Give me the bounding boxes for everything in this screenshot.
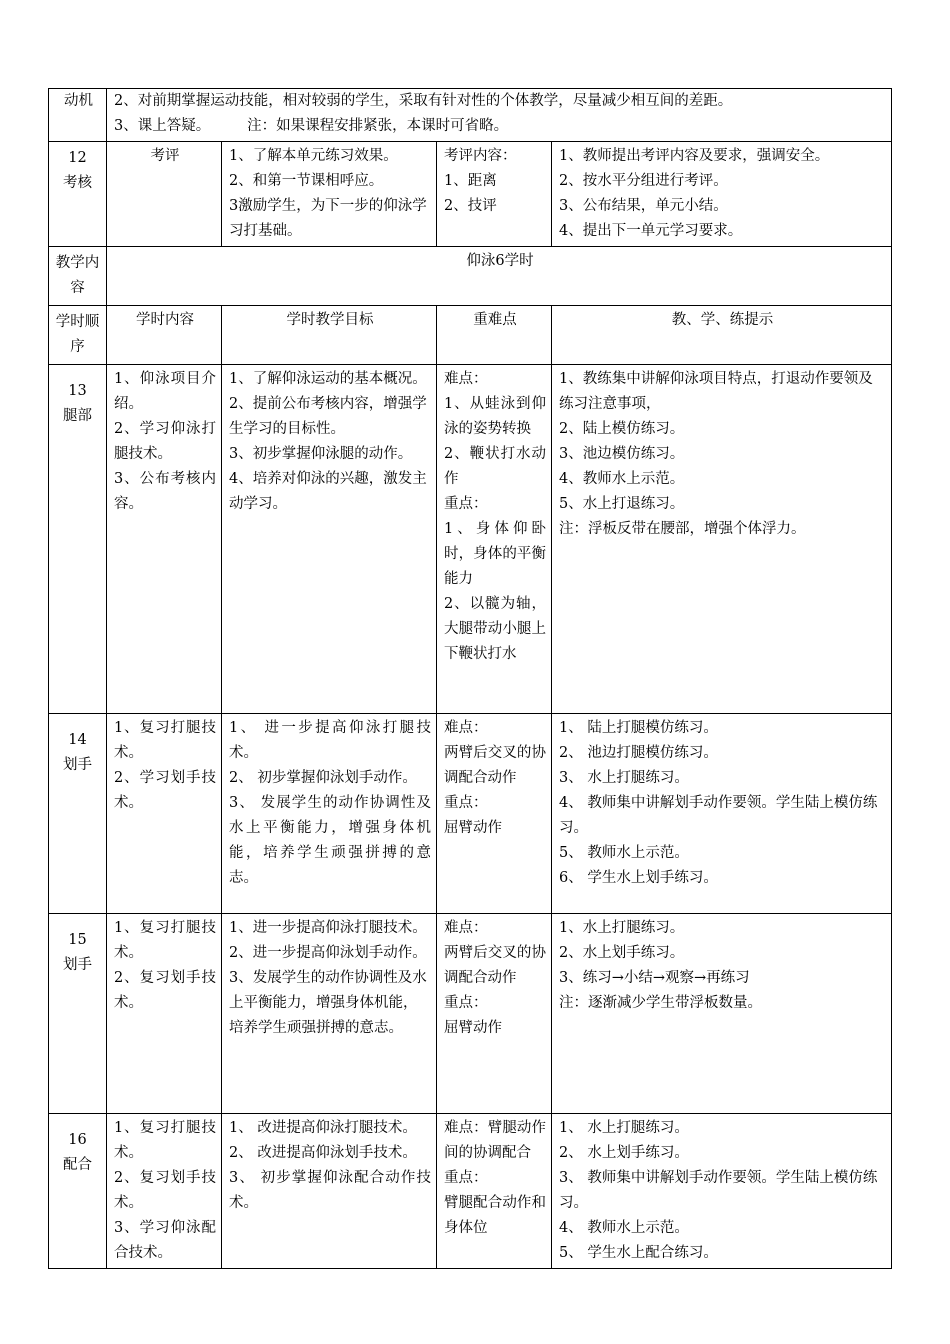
lesson-13-tips: 1、教练集中讲解仰泳项目特点，打退动作要领及练习注意事项， 2、陆上模仿练习。 3、池边模仿练习。 4、教师水上示范。 5、水上打退练习。 注：浮板反带在腰部，增强个体浮力。: [552, 365, 892, 714]
teaching-content-value: 仰泳6学时: [107, 247, 892, 306]
motive-label: 动机: [49, 89, 107, 142]
lesson-15-goals: 1、进一步提高仰泳打腿技术。 2、进一步提高仰泳划手动作。 3、发展学生的动作协调性及水上平衡能力，增强身体机能，培养学生顽强拼搏的意志。: [222, 914, 437, 1114]
table-row-lesson-15: [49, 914, 892, 1114]
lesson-15-points: 难点： 两臂后交叉的协调配合动作 重点： 屈臂动作: [437, 914, 552, 1114]
lesson-12-goals: 1、了解本单元练习效果。 2、和第一节课相呼应。 3激励学生，为下一步的仰泳学习打基础。: [222, 142, 437, 247]
table-row-lesson-13: [49, 365, 892, 714]
lesson-12-order: 12 考核: [49, 142, 107, 247]
lesson-plan-table: [48, 88, 892, 1269]
lesson-14-content: 1、复习打腿技术。 2、学习划手技术。: [107, 714, 222, 914]
lesson-12-points: 考评内容： 1、距离 2、技评: [437, 142, 552, 247]
lesson-13-content: 1、仰泳项目介绍。 2、学习仰泳打腿技术。 3、公布考核内容。: [107, 365, 222, 714]
header-tips: 教、学、练提示: [552, 306, 892, 365]
lesson-15-content: 1、复习打腿技术。 2、复习划手技术。: [107, 914, 222, 1114]
lesson-12-content: 考评: [107, 142, 222, 247]
table-row-lesson-16: [49, 1114, 892, 1269]
lesson-15-order: 15 划手: [49, 914, 107, 1114]
header-points: 重难点: [437, 306, 552, 365]
lesson-12-tips: 1、教师提出考评内容及要求，强调安全。 2、按水平分组进行考评。 3、公布结果，单元小结。 4、提出下一单元学习要求。: [552, 142, 892, 247]
row-motive: [49, 89, 892, 142]
lesson-14-goals: 1、 进一步提高仰泳打腿技术。 2、 初步掌握仰泳划手动作。 3、 发展学生的动作协调性及水上平衡能力，增强身体机能，培养学生顽强拼搏的意志。: [222, 714, 437, 914]
teaching-content-label: 教学内容: [49, 247, 107, 306]
header-order: 学时顺序: [49, 306, 107, 365]
lesson-13-goals: 1、了解仰泳运动的基本概况。 2、提前公布考核内容，增强学生学习的目标性。 3、初步掌握仰泳腿的动作。 4、培养对仰泳的兴趣，激发主动学习。: [222, 365, 437, 714]
table-row-lesson-14: [49, 714, 892, 914]
lesson-14-order: 14 划手: [49, 714, 107, 914]
lesson-13-order: 13 腿部: [49, 365, 107, 714]
row-12-assessment: [49, 142, 892, 247]
lesson-15-tips: 1、水上打腿练习。 2、水上划手练习。 3、练习→小结→观察→再练习 注：逐渐减少学生带浮板数量。: [552, 914, 892, 1114]
header-goals: 学时教学目标: [222, 306, 437, 365]
lesson-16-tips: 1、 水上打腿练习。 2、 水上划手练习。 3、 教师集中讲解划手动作要领。学生陆上模仿练习。 4、 教师水上示范。 5、 学生水上配合练习。: [552, 1114, 892, 1269]
table-header-row: [49, 306, 892, 365]
motive-text: 2、对前期掌握运动技能，相对较弱的学生，采取有针对性的个体教学，尽量减少相互间的差距。 3、课上答疑。 注：如果课程安排紧张，本课时可省略。: [107, 89, 892, 142]
lesson-13-points: 难点： 1、从蛙泳到仰泳的姿势转换 2、鞭状打水动作 重点： 1、身体仰卧时，身体的平衡能力 2、以髋为轴，大腿带动小腿上下鞭状打水: [437, 365, 552, 714]
header-content: 学时内容: [107, 306, 222, 365]
lesson-16-points: 难点：臂腿动作间的协调配合 重点： 臂腿配合动作和身体位: [437, 1114, 552, 1269]
lesson-16-goals: 1、 改进提高仰泳打腿技术。 2、 改进提高仰泳划手技术。 3、 初步掌握仰泳配合动作技术。: [222, 1114, 437, 1269]
lesson-14-points: 难点： 两臂后交叉的协调配合动作 重点： 屈臂动作: [437, 714, 552, 914]
lesson-16-order: 16 配合: [49, 1114, 107, 1269]
lesson-16-content: 1、复习打腿技术。 2、复习划手技术。 3、学习仰泳配合技术。: [107, 1114, 222, 1269]
lesson-14-tips: 1、 陆上打腿模仿练习。 2、 池边打腿模仿练习。 3、 水上打腿练习。 4、 教师集中讲解划手动作要领。学生陆上模仿练习。 5、 教师水上示范。 6、 学生水上划手练习。: [552, 714, 892, 914]
row-teaching-content: [49, 247, 892, 306]
